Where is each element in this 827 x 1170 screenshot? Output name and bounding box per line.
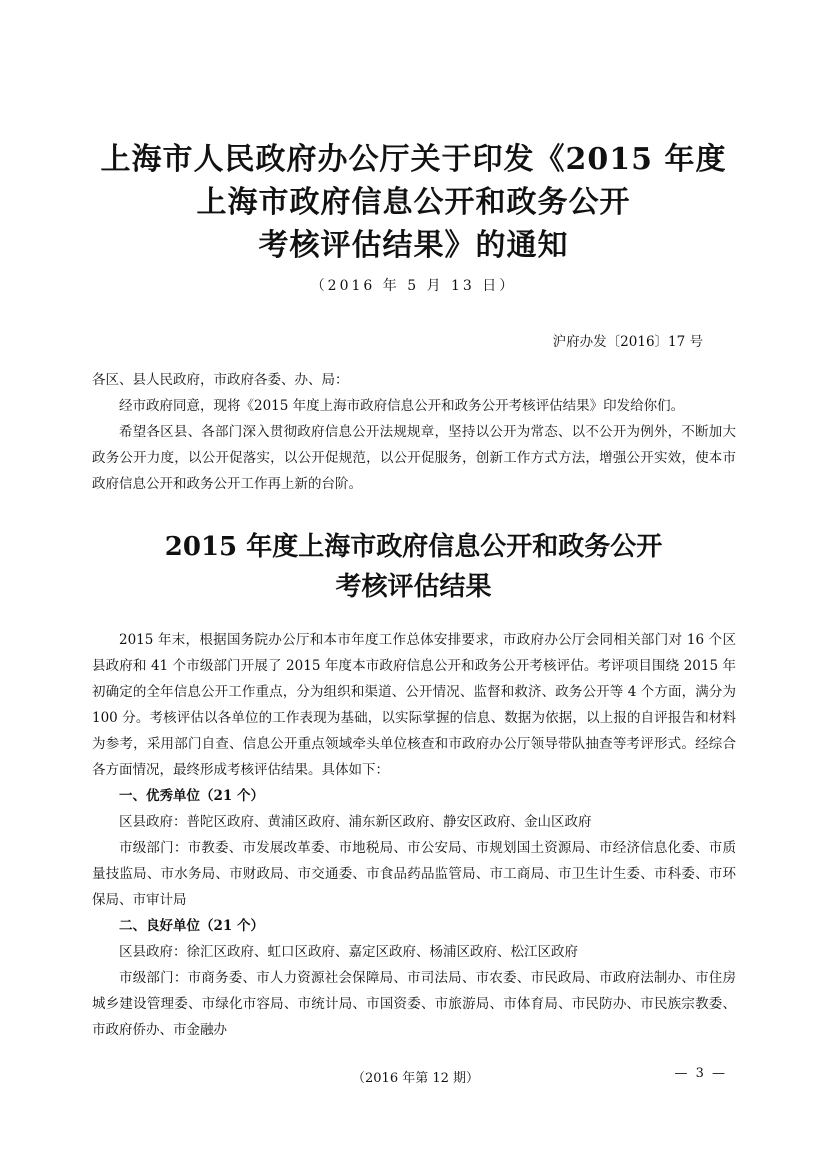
section-heading-good: 二、良好单位（21 个） (119, 918, 264, 934)
notice-date: （2016 年 5 月 13 日） (310, 278, 517, 294)
notice-body (92, 367, 736, 497)
notice-paragraph: 经市政府同意，现将《2015 年度上海市政府信息公开和政务公开考核评估结果》印发给你们。 (119, 398, 685, 414)
good-district-list: 区县政府：徐汇区政府、虹口区政府、嘉定区政府、杨浦区政府、松江区政府 (119, 944, 578, 960)
excellent-municipal-list: 市级部门：市教委、市发展改革委、市地税局、市公安局、市规划国土资源局、市经济信息化委、市质量技监局、市水务局、市财政局、市交通委、市食品药品监管局、市工商局、市卫生计生委、市科委、市环保局、市审计局 (92, 840, 736, 908)
good-municipal-list: 市级部门：市商务委、市人力资源社会保障局、市司法局、市农委、市民政局、市政府法制办、市住房城乡建设管理委、市绿化市容局、市统计局、市国资委、市旅游局、市体育局、市民防办、市民族宗教委、市政府侨办、市金融办 (92, 970, 736, 1038)
results-title-line-1: 2015 年度上海市政府信息公开和政务公开 (164, 532, 663, 562)
document-number: 沪府办发〔2016〕17 号 (552, 334, 703, 350)
section-heading-excellent: 一、优秀单位（21 个） (119, 788, 264, 804)
page-number: — 3 — (674, 1066, 727, 1081)
results-body (92, 627, 736, 1043)
notice-title-line-3: 考核评估结果》的通知 (258, 228, 569, 263)
salutation: 各区、县人民政府，市政府各委、办、局： (92, 372, 349, 388)
notice-title (60, 138, 767, 267)
notice-title-line-2: 上海市政府信息公开和政务公开 (196, 185, 631, 220)
footer-issue: （2016 年第 12 期） (352, 1071, 480, 1086)
results-title (60, 527, 767, 607)
results-intro: 2015 年末，根据国务院办公厅和本市年度工作总体安排要求，市政府办公厅会同相关部门对 16 个区县政府和 41 个市级部门开展了 2015 年度本市政府信息公开和政务公开考核评估。考评项目围绕 2015 年初确定的全年信息公开工作重点，分为组织和渠道、公开情况、监督和救济、政务公开等 4 个方面，满分为 100 分。考核评估以各单位的工作表现为基础，以实际掌握的信息、数据为依据，以上报的自评报告和材料为参考，采用部门自查、信息公开重点领域牵头单位核查和市政府办公厅领导带队抽查等考评形式。经综合各方面情况，最终形成考核评估结果。具体如下： (92, 632, 736, 778)
notice-title-line-1: 上海市人民政府办公厅关于印发《2015 年度 (100, 142, 727, 177)
notice-paragraph: 希望各区县、各部门深入贯彻政府信息公开法规规章，坚持以公开为常态、以不公开为例外，不断加大政务公开力度，以公开促落实，以公开促规范，以公开促服务，创新工作方式方法，增强公开实效，使本市政府信息公开和政务公开工作再上新的台阶。 (92, 424, 736, 492)
excellent-district-list: 区县政府：普陀区政府、黄浦区政府、浦东新区政府、静安区政府、金山区政府 (119, 814, 592, 830)
results-title-line-2: 考核评估结果 (335, 572, 492, 602)
